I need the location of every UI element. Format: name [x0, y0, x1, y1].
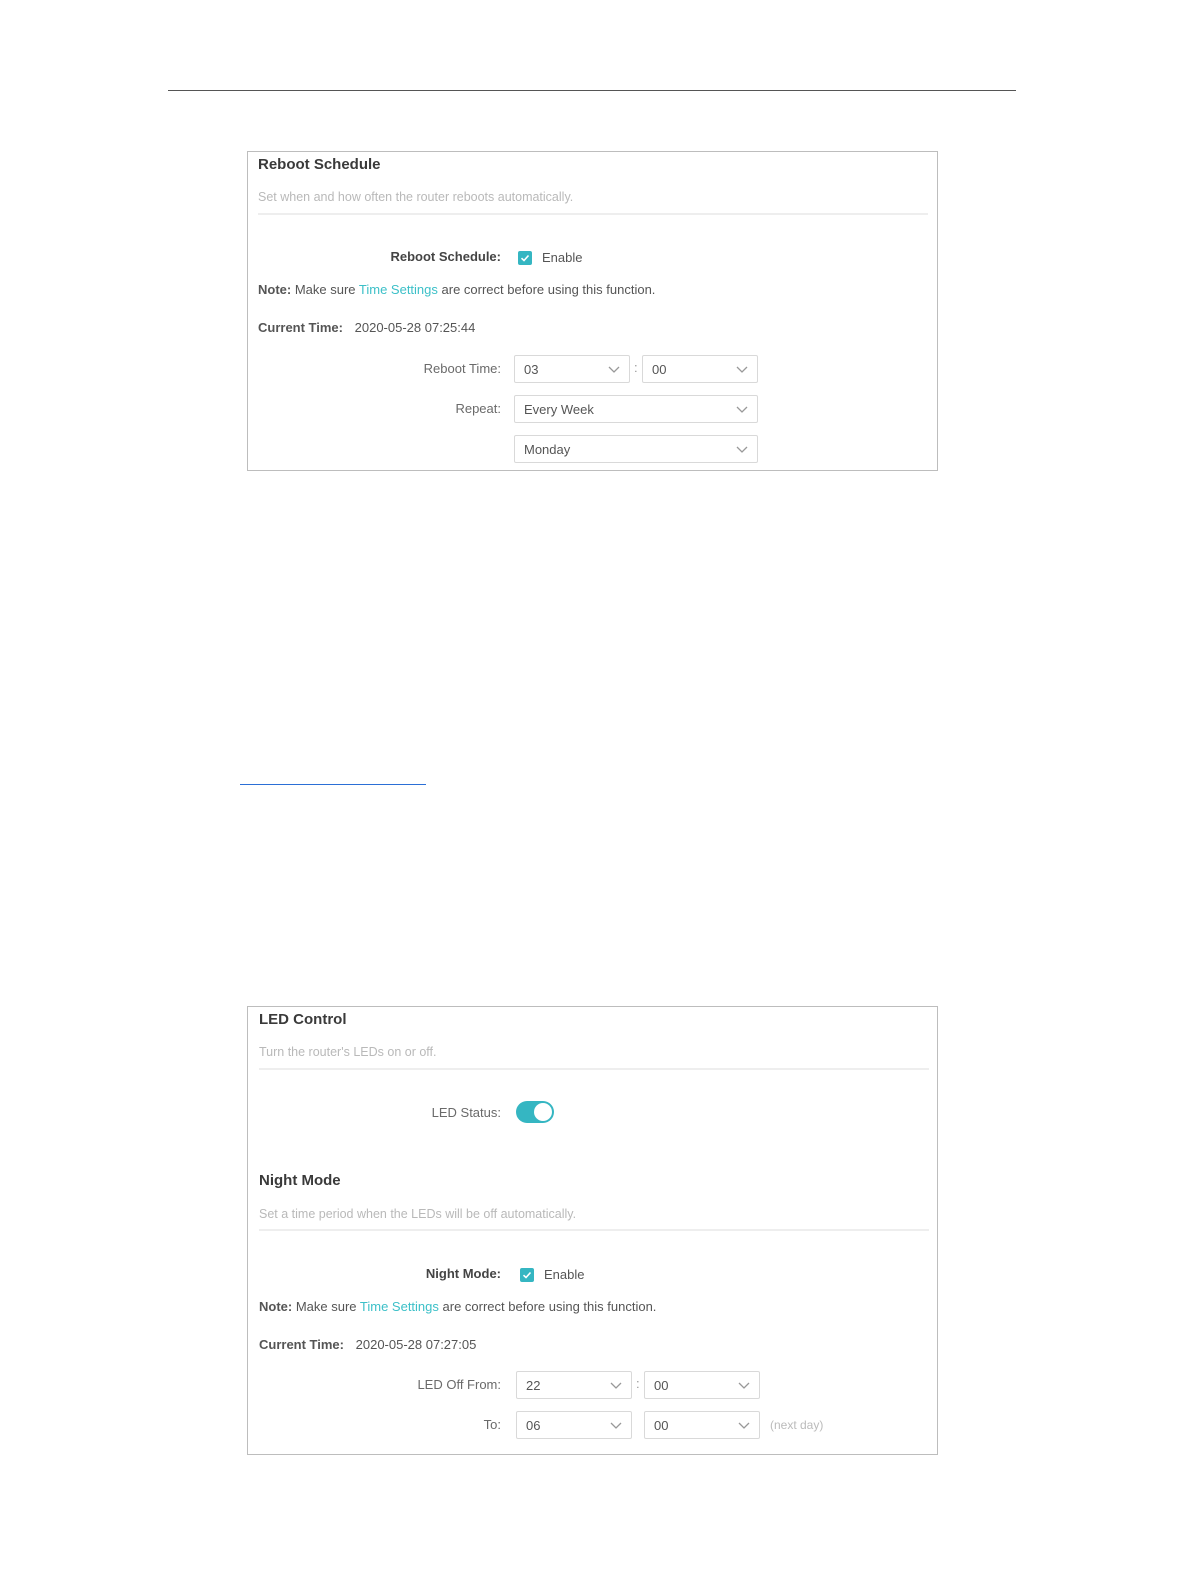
chevron-down-icon — [736, 404, 748, 414]
current-time-label: Current Time: — [258, 320, 343, 335]
chevron-down-icon — [738, 1380, 750, 1390]
toggle-knob — [534, 1103, 552, 1121]
note-prefix: Note: — [259, 1299, 293, 1314]
section-divider — [258, 213, 928, 215]
link-underline — [240, 784, 426, 785]
to-minute-select[interactable] — [644, 1411, 760, 1439]
time-separator: : — [634, 360, 638, 375]
night-enable-checkbox[interactable] — [520, 1267, 584, 1282]
day-value: Monday — [524, 442, 571, 457]
led-control-panel — [247, 1006, 938, 1455]
led-status-toggle[interactable] — [516, 1101, 554, 1123]
repeat-select[interactable] — [514, 395, 758, 423]
current-time-value: 2020-05-28 07:27:05 — [355, 1337, 477, 1352]
note-text — [259, 1299, 656, 1314]
enable-label: Enable — [544, 1267, 585, 1282]
to-hour-value: 06 — [526, 1418, 541, 1433]
led-status-label: LED Status: — [431, 1105, 501, 1120]
time-separator: : — [636, 1376, 640, 1391]
night-mode-title: Night Mode — [259, 1172, 341, 1189]
note-before: Make sure — [292, 1299, 360, 1314]
time-settings-link[interactable]: Time Settings — [358, 282, 438, 297]
panel-subtitle: Turn the router's LEDs on or off. — [259, 1045, 437, 1059]
panel-title: Reboot Schedule — [258, 156, 381, 173]
reboot-enable-checkbox[interactable] — [518, 250, 582, 265]
note-text — [258, 282, 655, 297]
from-hour-select[interactable] — [516, 1371, 632, 1399]
night-mode-subtitle: Set a time period when the LEDs will be off automatically. — [259, 1207, 577, 1221]
note-before: Make sure — [291, 282, 359, 297]
enable-label: Enable — [542, 250, 583, 265]
chevron-down-icon — [736, 444, 748, 454]
day-select[interactable] — [514, 435, 758, 463]
reboot-schedule-panel — [247, 151, 938, 471]
to-hour-select[interactable] — [516, 1411, 632, 1439]
note-prefix: Note: — [258, 282, 292, 297]
reboot-schedule-label: Reboot Schedule: — [390, 249, 501, 264]
chevron-down-icon — [736, 364, 748, 374]
section-divider — [259, 1068, 929, 1070]
current-time-label: Current Time: — [259, 1337, 344, 1352]
checkmark-icon — [520, 1268, 534, 1282]
from-minute-select[interactable] — [644, 1371, 760, 1399]
current-time-value: 2020-05-28 07:25:44 — [354, 320, 476, 335]
reboot-hour-select[interactable] — [514, 355, 630, 383]
reboot-minute-value: 00 — [652, 362, 667, 377]
panel-subtitle: Set when and how often the router reboots automatically. — [258, 190, 574, 204]
chevron-down-icon — [610, 1420, 622, 1430]
to-label: To: — [483, 1417, 501, 1432]
panel-title: LED Control — [259, 1011, 347, 1028]
note-after: are correct before using this function. — [438, 1299, 657, 1314]
checkmark-icon — [518, 251, 532, 265]
section-divider — [259, 1229, 929, 1231]
reboot-hour-value: 03 — [524, 362, 539, 377]
chevron-down-icon — [610, 1380, 622, 1390]
chevron-down-icon — [608, 364, 620, 374]
from-hour-value: 22 — [526, 1378, 541, 1393]
next-day-hint: (next day) — [770, 1418, 824, 1432]
current-time-row — [258, 320, 475, 335]
header-rule — [168, 90, 1016, 91]
repeat-value: Every Week — [524, 402, 594, 417]
to-minute-value: 00 — [654, 1418, 669, 1433]
reboot-minute-select[interactable] — [642, 355, 758, 383]
current-time-row — [259, 1337, 476, 1352]
led-off-from-label: LED Off From: — [417, 1377, 501, 1392]
repeat-label: Repeat: — [455, 401, 501, 416]
night-mode-label: Night Mode: — [425, 1266, 501, 1281]
from-minute-value: 00 — [654, 1378, 669, 1393]
reboot-time-label: Reboot Time: — [423, 361, 501, 376]
time-settings-link[interactable]: Time Settings — [359, 1299, 439, 1314]
chevron-down-icon — [738, 1420, 750, 1430]
note-after: are correct before using this function. — [437, 282, 656, 297]
